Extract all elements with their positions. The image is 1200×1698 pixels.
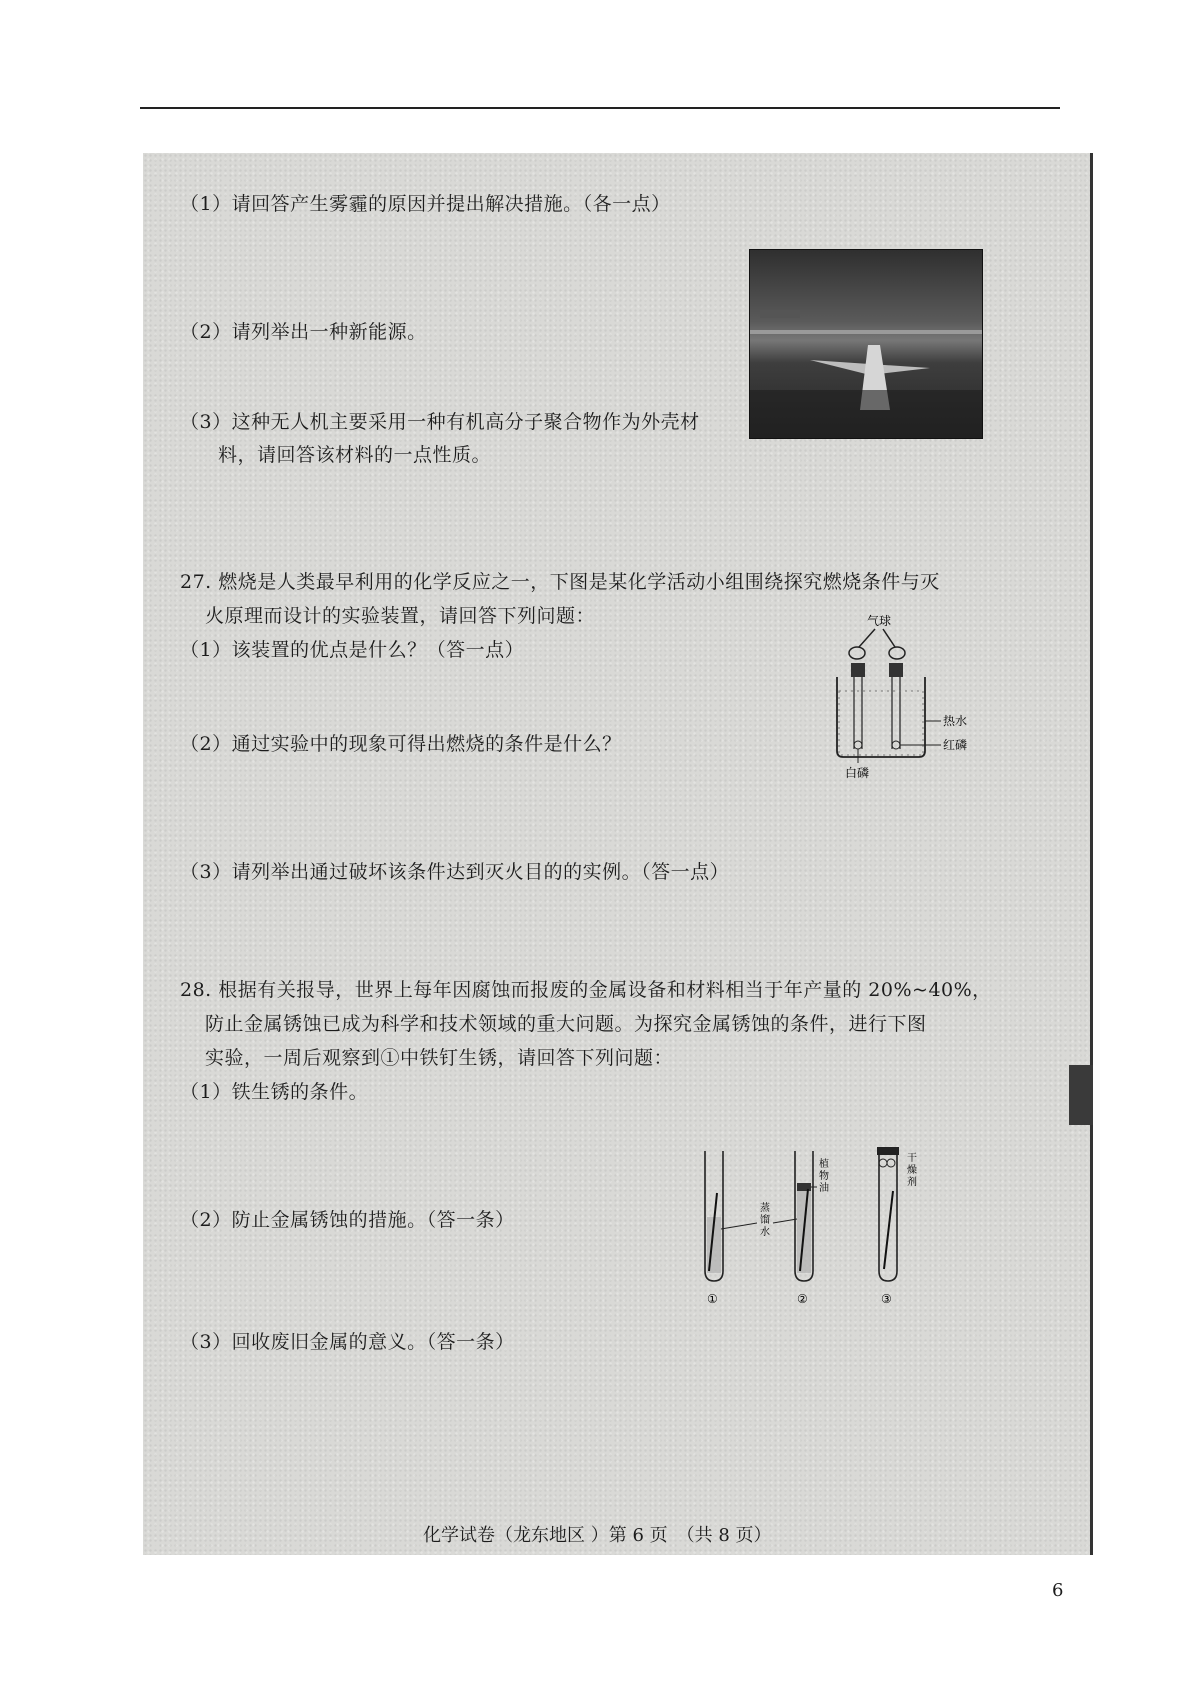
tube-2-label: ②	[797, 1292, 808, 1306]
label-balloon: 气球	[867, 614, 892, 628]
q28-sub2: （2）防止金属锈蚀的措施。（答一条）	[180, 1209, 515, 1231]
q26-sub2: （2）请列举出一种新能源。	[180, 321, 427, 343]
scanned-page	[143, 153, 1093, 1555]
label-water-1: 蒸	[760, 1203, 770, 1214]
q28-stem-line1: 28. 根据有关报导，世界上每年因腐蚀而报废的金属设备和材料相当于年产量的 20%~40%，	[180, 979, 992, 1001]
q28-sub3: （3）回收废旧金属的意义。（答一条）	[180, 1331, 515, 1353]
label-oil-2: 物	[819, 1171, 829, 1182]
q28-stem-line3: 实验，一周后观察到①中铁钉生锈，请回答下列问题：	[205, 1047, 674, 1069]
q26-sub3-line2: 料，请回答该材料的一点性质。	[218, 444, 492, 466]
exam-footer: 化学试卷（龙东地区 ）第 6 页 （共 8 页）	[423, 1525, 772, 1546]
q27-stem-line1: 27. 燃烧是人类最早利用的化学反应之一，下图是某化学活动小组围绕探究燃烧条件与灭	[180, 571, 940, 593]
header-rule	[140, 107, 1060, 109]
tube-1-label: ①	[707, 1292, 718, 1306]
label-white-phosphorus: 白磷	[845, 766, 870, 780]
scan-edge	[1090, 153, 1093, 1555]
rusting-test-tubes-figure	[703, 1147, 943, 1309]
label-hot-water: 热水	[943, 714, 968, 728]
page-number: 6	[1052, 1580, 1064, 1601]
q27-stem-line2: 火原理而设计的实验装置，请回答下列问题：	[205, 605, 596, 627]
q27-sub2: （2）通过实验中的现象可得出燃烧的条件是什么？	[180, 733, 622, 755]
q28-sub1: （1）铁生锈的条件。	[180, 1081, 369, 1103]
label-water-2: 馏	[760, 1215, 770, 1226]
label-red-phosphorus: 红磷	[943, 738, 968, 752]
q27-sub3: （3）请列举出通过破坏该条件达到灭火目的的实例。（答一点）	[180, 861, 730, 883]
q27-sub1: （1）该装置的优点是什么？（答一点）	[180, 639, 525, 661]
q28-stem-line2: 防止金属锈蚀已成为科学和技术领域的重大问题。为探究金属锈蚀的条件，进行下图	[205, 1013, 927, 1035]
tube-3-label: ③	[881, 1292, 892, 1306]
label-desiccant-1: 干	[907, 1153, 917, 1164]
label-water-3: 水	[760, 1227, 770, 1238]
drone-photo	[749, 249, 983, 439]
page-edge-tab	[1069, 1065, 1093, 1125]
label-desiccant-2: 燥	[907, 1165, 917, 1176]
q26-sub1: （1）请回答产生雾霾的原因并提出解决措施。（各一点）	[180, 193, 671, 215]
label-desiccant-3: 剂	[907, 1177, 917, 1188]
label-oil-3: 油	[819, 1183, 829, 1194]
combustion-apparatus-figure	[823, 611, 973, 781]
label-oil-1: 植	[819, 1159, 829, 1170]
q26-sub3-line1: （3）这种无人机主要采用一种有机高分子聚合物作为外壳材	[180, 411, 700, 433]
